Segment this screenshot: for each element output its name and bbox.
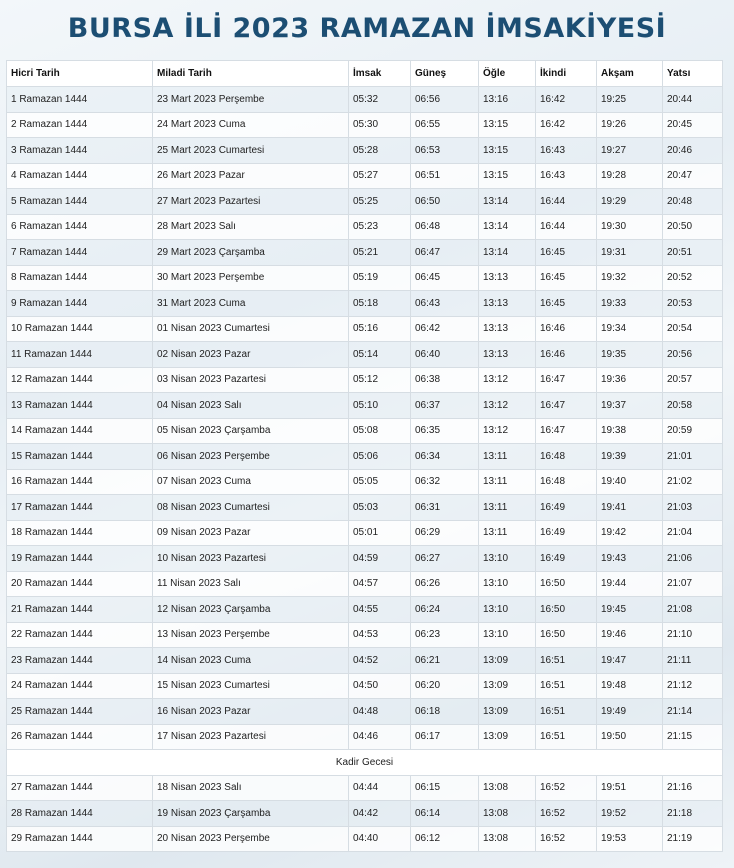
cell-ogle: 13:12 bbox=[479, 393, 536, 419]
cell-ikindi: 16:52 bbox=[536, 801, 597, 827]
cell-imsak: 05:30 bbox=[349, 112, 411, 138]
table-row bbox=[7, 520, 723, 546]
cell-gunes: 06:31 bbox=[411, 495, 479, 521]
cell-gunes: 06:38 bbox=[411, 367, 479, 393]
cell-miladi-tarih: 06 Nisan 2023 Perşembe bbox=[153, 444, 349, 470]
cell-aksam: 19:34 bbox=[597, 316, 663, 342]
cell-imsak: 04:59 bbox=[349, 546, 411, 572]
cell-ikindi: 16:48 bbox=[536, 444, 597, 470]
cell-gunes: 06:21 bbox=[411, 648, 479, 674]
table-row bbox=[7, 597, 723, 623]
cell-yatsi: 20:51 bbox=[663, 240, 723, 266]
cell-miladi-tarih: 30 Mart 2023 Perşembe bbox=[153, 265, 349, 291]
cell-ikindi: 16:45 bbox=[536, 240, 597, 266]
cell-yatsi: 21:02 bbox=[663, 469, 723, 495]
cell-imsak: 05:18 bbox=[349, 291, 411, 317]
cell-ikindi: 16:43 bbox=[536, 138, 597, 164]
cell-imsak: 04:42 bbox=[349, 801, 411, 827]
cell-hicri-tarih: 23 Ramazan 1444 bbox=[7, 648, 153, 674]
cell-aksam: 19:51 bbox=[597, 775, 663, 801]
cell-hicri-tarih: 15 Ramazan 1444 bbox=[7, 444, 153, 470]
cell-imsak: 05:25 bbox=[349, 189, 411, 215]
cell-hicri-tarih: 1 Ramazan 1444 bbox=[7, 87, 153, 113]
cell-hicri-tarih: 28 Ramazan 1444 bbox=[7, 801, 153, 827]
cell-ikindi: 16:42 bbox=[536, 87, 597, 113]
cell-gunes: 06:34 bbox=[411, 444, 479, 470]
cell-ikindi: 16:43 bbox=[536, 163, 597, 189]
cell-ogle: 13:15 bbox=[479, 138, 536, 164]
table-row bbox=[7, 418, 723, 444]
cell-gunes: 06:51 bbox=[411, 163, 479, 189]
table-row bbox=[7, 622, 723, 648]
cell-gunes: 06:24 bbox=[411, 597, 479, 623]
table-row bbox=[7, 240, 723, 266]
cell-yatsi: 21:14 bbox=[663, 699, 723, 725]
cell-imsak: 04:40 bbox=[349, 826, 411, 852]
cell-yatsi: 20:59 bbox=[663, 418, 723, 444]
cell-miladi-tarih: 04 Nisan 2023 Salı bbox=[153, 393, 349, 419]
cell-gunes: 06:20 bbox=[411, 673, 479, 699]
cell-yatsi: 20:50 bbox=[663, 214, 723, 240]
cell-yatsi: 20:46 bbox=[663, 138, 723, 164]
cell-ikindi: 16:42 bbox=[536, 112, 597, 138]
table-row bbox=[7, 495, 723, 521]
cell-hicri-tarih: 13 Ramazan 1444 bbox=[7, 393, 153, 419]
cell-ikindi: 16:48 bbox=[536, 469, 597, 495]
cell-aksam: 19:33 bbox=[597, 291, 663, 317]
cell-aksam: 19:26 bbox=[597, 112, 663, 138]
cell-yatsi: 21:10 bbox=[663, 622, 723, 648]
column-header-gunes: Güneş bbox=[411, 61, 479, 87]
cell-aksam: 19:27 bbox=[597, 138, 663, 164]
cell-miladi-tarih: 31 Mart 2023 Cuma bbox=[153, 291, 349, 317]
cell-ogle: 13:10 bbox=[479, 622, 536, 648]
cell-hicri-tarih: 9 Ramazan 1444 bbox=[7, 291, 153, 317]
cell-gunes: 06:27 bbox=[411, 546, 479, 572]
cell-yatsi: 21:03 bbox=[663, 495, 723, 521]
cell-miladi-tarih: 08 Nisan 2023 Cumartesi bbox=[153, 495, 349, 521]
cell-miladi-tarih: 12 Nisan 2023 Çarşamba bbox=[153, 597, 349, 623]
cell-yatsi: 21:01 bbox=[663, 444, 723, 470]
table-row bbox=[7, 112, 723, 138]
cell-miladi-tarih: 23 Mart 2023 Perşembe bbox=[153, 87, 349, 113]
table-row bbox=[7, 87, 723, 113]
cell-miladi-tarih: 16 Nisan 2023 Pazar bbox=[153, 699, 349, 725]
cell-gunes: 06:47 bbox=[411, 240, 479, 266]
cell-gunes: 06:14 bbox=[411, 801, 479, 827]
cell-gunes: 06:50 bbox=[411, 189, 479, 215]
cell-aksam: 19:48 bbox=[597, 673, 663, 699]
cell-hicri-tarih: 27 Ramazan 1444 bbox=[7, 775, 153, 801]
cell-ikindi: 16:51 bbox=[536, 648, 597, 674]
cell-miladi-tarih: 29 Mart 2023 Çarşamba bbox=[153, 240, 349, 266]
cell-gunes: 06:45 bbox=[411, 265, 479, 291]
cell-aksam: 19:40 bbox=[597, 469, 663, 495]
cell-ogle: 13:14 bbox=[479, 214, 536, 240]
cell-ogle: 13:15 bbox=[479, 163, 536, 189]
cell-miladi-tarih: 02 Nisan 2023 Pazar bbox=[153, 342, 349, 368]
cell-gunes: 06:18 bbox=[411, 699, 479, 725]
cell-ikindi: 16:46 bbox=[536, 316, 597, 342]
cell-ikindi: 16:52 bbox=[536, 826, 597, 852]
cell-yatsi: 21:18 bbox=[663, 801, 723, 827]
cell-yatsi: 21:19 bbox=[663, 826, 723, 852]
cell-yatsi: 20:47 bbox=[663, 163, 723, 189]
cell-hicri-tarih: 24 Ramazan 1444 bbox=[7, 673, 153, 699]
cell-ogle: 13:10 bbox=[479, 571, 536, 597]
cell-miladi-tarih: 11 Nisan 2023 Salı bbox=[153, 571, 349, 597]
cell-ogle: 13:11 bbox=[479, 520, 536, 546]
cell-miladi-tarih: 19 Nisan 2023 Çarşamba bbox=[153, 801, 349, 827]
cell-hicri-tarih: 12 Ramazan 1444 bbox=[7, 367, 153, 393]
cell-yatsi: 21:12 bbox=[663, 673, 723, 699]
cell-imsak: 04:50 bbox=[349, 673, 411, 699]
cell-ikindi: 16:49 bbox=[536, 495, 597, 521]
cell-ogle: 13:09 bbox=[479, 648, 536, 674]
cell-yatsi: 20:53 bbox=[663, 291, 723, 317]
cell-ikindi: 16:51 bbox=[536, 699, 597, 725]
cell-ikindi: 16:49 bbox=[536, 520, 597, 546]
cell-imsak: 05:14 bbox=[349, 342, 411, 368]
cell-ogle: 13:13 bbox=[479, 342, 536, 368]
cell-hicri-tarih: 14 Ramazan 1444 bbox=[7, 418, 153, 444]
imsakiye-table-container bbox=[6, 60, 722, 852]
cell-imsak: 04:44 bbox=[349, 775, 411, 801]
cell-imsak: 05:21 bbox=[349, 240, 411, 266]
cell-gunes: 06:23 bbox=[411, 622, 479, 648]
cell-imsak: 05:01 bbox=[349, 520, 411, 546]
cell-yatsi: 21:15 bbox=[663, 724, 723, 750]
cell-gunes: 06:56 bbox=[411, 87, 479, 113]
cell-aksam: 19:53 bbox=[597, 826, 663, 852]
cell-miladi-tarih: 25 Mart 2023 Cumartesi bbox=[153, 138, 349, 164]
table-row bbox=[7, 189, 723, 215]
cell-yatsi: 20:54 bbox=[663, 316, 723, 342]
cell-yatsi: 21:04 bbox=[663, 520, 723, 546]
cell-ogle: 13:09 bbox=[479, 673, 536, 699]
cell-ikindi: 16:44 bbox=[536, 189, 597, 215]
cell-miladi-tarih: 03 Nisan 2023 Pazartesi bbox=[153, 367, 349, 393]
cell-hicri-tarih: 7 Ramazan 1444 bbox=[7, 240, 153, 266]
cell-ogle: 13:12 bbox=[479, 418, 536, 444]
cell-ogle: 13:16 bbox=[479, 87, 536, 113]
cell-gunes: 06:17 bbox=[411, 724, 479, 750]
table-row bbox=[7, 724, 723, 750]
cell-aksam: 19:29 bbox=[597, 189, 663, 215]
cell-gunes: 06:43 bbox=[411, 291, 479, 317]
table-row bbox=[7, 648, 723, 674]
cell-gunes: 06:32 bbox=[411, 469, 479, 495]
cell-hicri-tarih: 8 Ramazan 1444 bbox=[7, 265, 153, 291]
cell-gunes: 06:15 bbox=[411, 775, 479, 801]
cell-ogle: 13:12 bbox=[479, 367, 536, 393]
cell-yatsi: 21:06 bbox=[663, 546, 723, 572]
cell-yatsi: 20:58 bbox=[663, 393, 723, 419]
cell-hicri-tarih: 18 Ramazan 1444 bbox=[7, 520, 153, 546]
cell-aksam: 19:47 bbox=[597, 648, 663, 674]
cell-hicri-tarih: 3 Ramazan 1444 bbox=[7, 138, 153, 164]
cell-ikindi: 16:45 bbox=[536, 265, 597, 291]
table-row bbox=[7, 699, 723, 725]
cell-aksam: 19:28 bbox=[597, 163, 663, 189]
cell-imsak: 05:27 bbox=[349, 163, 411, 189]
cell-aksam: 19:50 bbox=[597, 724, 663, 750]
cell-miladi-tarih: 17 Nisan 2023 Pazartesi bbox=[153, 724, 349, 750]
cell-aksam: 19:42 bbox=[597, 520, 663, 546]
cell-gunes: 06:26 bbox=[411, 571, 479, 597]
cell-ikindi: 16:51 bbox=[536, 673, 597, 699]
cell-hicri-tarih: 19 Ramazan 1444 bbox=[7, 546, 153, 572]
cell-yatsi: 20:44 bbox=[663, 87, 723, 113]
cell-yatsi: 20:56 bbox=[663, 342, 723, 368]
kadir-gecesi-note: Kadir Gecesi bbox=[7, 750, 723, 776]
cell-ikindi: 16:50 bbox=[536, 597, 597, 623]
cell-gunes: 06:48 bbox=[411, 214, 479, 240]
table-row bbox=[7, 673, 723, 699]
cell-miladi-tarih: 27 Mart 2023 Pazartesi bbox=[153, 189, 349, 215]
cell-hicri-tarih: 22 Ramazan 1444 bbox=[7, 622, 153, 648]
cell-ogle: 13:13 bbox=[479, 265, 536, 291]
cell-yatsi: 20:52 bbox=[663, 265, 723, 291]
table-row bbox=[7, 801, 723, 827]
table-row bbox=[7, 138, 723, 164]
cell-miladi-tarih: 18 Nisan 2023 Salı bbox=[153, 775, 349, 801]
cell-gunes: 06:12 bbox=[411, 826, 479, 852]
cell-miladi-tarih: 10 Nisan 2023 Pazartesi bbox=[153, 546, 349, 572]
cell-ogle: 13:11 bbox=[479, 469, 536, 495]
cell-ikindi: 16:44 bbox=[536, 214, 597, 240]
cell-ogle: 13:14 bbox=[479, 189, 536, 215]
cell-yatsi: 20:45 bbox=[663, 112, 723, 138]
cell-ikindi: 16:47 bbox=[536, 367, 597, 393]
cell-aksam: 19:46 bbox=[597, 622, 663, 648]
cell-imsak: 04:57 bbox=[349, 571, 411, 597]
cell-ogle: 13:09 bbox=[479, 724, 536, 750]
table-row bbox=[7, 214, 723, 240]
cell-ogle: 13:10 bbox=[479, 597, 536, 623]
cell-ogle: 13:08 bbox=[479, 801, 536, 827]
cell-imsak: 05:10 bbox=[349, 393, 411, 419]
cell-ikindi: 16:45 bbox=[536, 291, 597, 317]
table-row bbox=[7, 571, 723, 597]
cell-imsak: 05:06 bbox=[349, 444, 411, 470]
cell-aksam: 19:32 bbox=[597, 265, 663, 291]
cell-imsak: 04:46 bbox=[349, 724, 411, 750]
cell-aksam: 19:25 bbox=[597, 87, 663, 113]
imsakiye-table bbox=[6, 60, 723, 852]
cell-gunes: 06:40 bbox=[411, 342, 479, 368]
cell-miladi-tarih: 20 Nisan 2023 Perşembe bbox=[153, 826, 349, 852]
cell-hicri-tarih: 10 Ramazan 1444 bbox=[7, 316, 153, 342]
column-header-ikindi: İkindi bbox=[536, 61, 597, 87]
table-row bbox=[7, 546, 723, 572]
column-header-ogle: Öğle bbox=[479, 61, 536, 87]
cell-imsak: 04:48 bbox=[349, 699, 411, 725]
cell-ogle: 13:08 bbox=[479, 826, 536, 852]
cell-gunes: 06:29 bbox=[411, 520, 479, 546]
cell-yatsi: 21:07 bbox=[663, 571, 723, 597]
cell-ikindi: 16:52 bbox=[536, 775, 597, 801]
cell-ogle: 13:11 bbox=[479, 444, 536, 470]
table-row bbox=[7, 469, 723, 495]
cell-imsak: 05:12 bbox=[349, 367, 411, 393]
cell-hicri-tarih: 25 Ramazan 1444 bbox=[7, 699, 153, 725]
cell-hicri-tarih: 17 Ramazan 1444 bbox=[7, 495, 153, 521]
cell-yatsi: 21:08 bbox=[663, 597, 723, 623]
table-row bbox=[7, 393, 723, 419]
cell-hicri-tarih: 29 Ramazan 1444 bbox=[7, 826, 153, 852]
column-header-miladi-tarih: Miladi Tarih bbox=[153, 61, 349, 87]
table-row bbox=[7, 444, 723, 470]
table-row bbox=[7, 316, 723, 342]
cell-aksam: 19:49 bbox=[597, 699, 663, 725]
cell-hicri-tarih: 2 Ramazan 1444 bbox=[7, 112, 153, 138]
cell-yatsi: 21:11 bbox=[663, 648, 723, 674]
cell-aksam: 19:31 bbox=[597, 240, 663, 266]
cell-hicri-tarih: 21 Ramazan 1444 bbox=[7, 597, 153, 623]
table-row bbox=[7, 826, 723, 852]
cell-imsak: 05:23 bbox=[349, 214, 411, 240]
cell-hicri-tarih: 5 Ramazan 1444 bbox=[7, 189, 153, 215]
table-row bbox=[7, 367, 723, 393]
cell-hicri-tarih: 26 Ramazan 1444 bbox=[7, 724, 153, 750]
cell-imsak: 05:28 bbox=[349, 138, 411, 164]
cell-imsak: 05:03 bbox=[349, 495, 411, 521]
cell-imsak: 04:55 bbox=[349, 597, 411, 623]
table-row bbox=[7, 265, 723, 291]
kadir-gecesi-row bbox=[7, 750, 723, 776]
cell-yatsi: 21:16 bbox=[663, 775, 723, 801]
table-row bbox=[7, 342, 723, 368]
cell-ikindi: 16:47 bbox=[536, 393, 597, 419]
cell-ogle: 13:11 bbox=[479, 495, 536, 521]
cell-imsak: 05:19 bbox=[349, 265, 411, 291]
cell-ikindi: 16:51 bbox=[536, 724, 597, 750]
page-title: BURSA İLİ 2023 RAMAZAN İMSAKİYESİ bbox=[67, 13, 667, 44]
cell-hicri-tarih: 11 Ramazan 1444 bbox=[7, 342, 153, 368]
cell-imsak: 05:05 bbox=[349, 469, 411, 495]
column-header-imsak: İmsak bbox=[349, 61, 411, 87]
cell-ogle: 13:08 bbox=[479, 775, 536, 801]
cell-gunes: 06:35 bbox=[411, 418, 479, 444]
table-row bbox=[7, 163, 723, 189]
cell-ogle: 13:13 bbox=[479, 291, 536, 317]
cell-gunes: 06:55 bbox=[411, 112, 479, 138]
cell-miladi-tarih: 26 Mart 2023 Pazar bbox=[153, 163, 349, 189]
cell-miladi-tarih: 14 Nisan 2023 Cuma bbox=[153, 648, 349, 674]
cell-miladi-tarih: 28 Mart 2023 Salı bbox=[153, 214, 349, 240]
column-header-aksam: Akşam bbox=[597, 61, 663, 87]
cell-aksam: 19:44 bbox=[597, 571, 663, 597]
cell-ikindi: 16:46 bbox=[536, 342, 597, 368]
cell-ogle: 13:13 bbox=[479, 316, 536, 342]
cell-aksam: 19:35 bbox=[597, 342, 663, 368]
cell-ogle: 13:15 bbox=[479, 112, 536, 138]
cell-hicri-tarih: 4 Ramazan 1444 bbox=[7, 163, 153, 189]
cell-aksam: 19:52 bbox=[597, 801, 663, 827]
cell-aksam: 19:39 bbox=[597, 444, 663, 470]
cell-ikindi: 16:50 bbox=[536, 622, 597, 648]
cell-hicri-tarih: 16 Ramazan 1444 bbox=[7, 469, 153, 495]
cell-ikindi: 16:49 bbox=[536, 546, 597, 572]
cell-imsak: 05:16 bbox=[349, 316, 411, 342]
cell-miladi-tarih: 24 Mart 2023 Cuma bbox=[153, 112, 349, 138]
cell-gunes: 06:42 bbox=[411, 316, 479, 342]
cell-gunes: 06:53 bbox=[411, 138, 479, 164]
cell-ikindi: 16:50 bbox=[536, 571, 597, 597]
cell-imsak: 05:32 bbox=[349, 87, 411, 113]
cell-ogle: 13:14 bbox=[479, 240, 536, 266]
cell-imsak: 05:08 bbox=[349, 418, 411, 444]
cell-miladi-tarih: 07 Nisan 2023 Cuma bbox=[153, 469, 349, 495]
cell-aksam: 19:43 bbox=[597, 546, 663, 572]
table-row bbox=[7, 775, 723, 801]
cell-miladi-tarih: 05 Nisan 2023 Çarşamba bbox=[153, 418, 349, 444]
cell-imsak: 04:53 bbox=[349, 622, 411, 648]
cell-hicri-tarih: 6 Ramazan 1444 bbox=[7, 214, 153, 240]
table-row bbox=[7, 291, 723, 317]
table-header-row bbox=[7, 61, 723, 87]
column-header-hicri-tarih: Hicri Tarih bbox=[7, 61, 153, 87]
cell-hicri-tarih: 20 Ramazan 1444 bbox=[7, 571, 153, 597]
cell-miladi-tarih: 15 Nisan 2023 Cumartesi bbox=[153, 673, 349, 699]
table-body bbox=[7, 87, 723, 852]
cell-gunes: 06:37 bbox=[411, 393, 479, 419]
cell-aksam: 19:37 bbox=[597, 393, 663, 419]
cell-miladi-tarih: 01 Nisan 2023 Cumartesi bbox=[153, 316, 349, 342]
cell-miladi-tarih: 13 Nisan 2023 Perşembe bbox=[153, 622, 349, 648]
cell-miladi-tarih: 09 Nisan 2023 Pazar bbox=[153, 520, 349, 546]
cell-aksam: 19:41 bbox=[597, 495, 663, 521]
cell-aksam: 19:30 bbox=[597, 214, 663, 240]
cell-aksam: 19:36 bbox=[597, 367, 663, 393]
cell-ogle: 13:09 bbox=[479, 699, 536, 725]
cell-aksam: 19:38 bbox=[597, 418, 663, 444]
cell-yatsi: 20:57 bbox=[663, 367, 723, 393]
cell-imsak: 04:52 bbox=[349, 648, 411, 674]
cell-ogle: 13:10 bbox=[479, 546, 536, 572]
column-header-yatsi: Yatsı bbox=[663, 61, 723, 87]
cell-yatsi: 20:48 bbox=[663, 189, 723, 215]
cell-aksam: 19:45 bbox=[597, 597, 663, 623]
cell-ikindi: 16:47 bbox=[536, 418, 597, 444]
